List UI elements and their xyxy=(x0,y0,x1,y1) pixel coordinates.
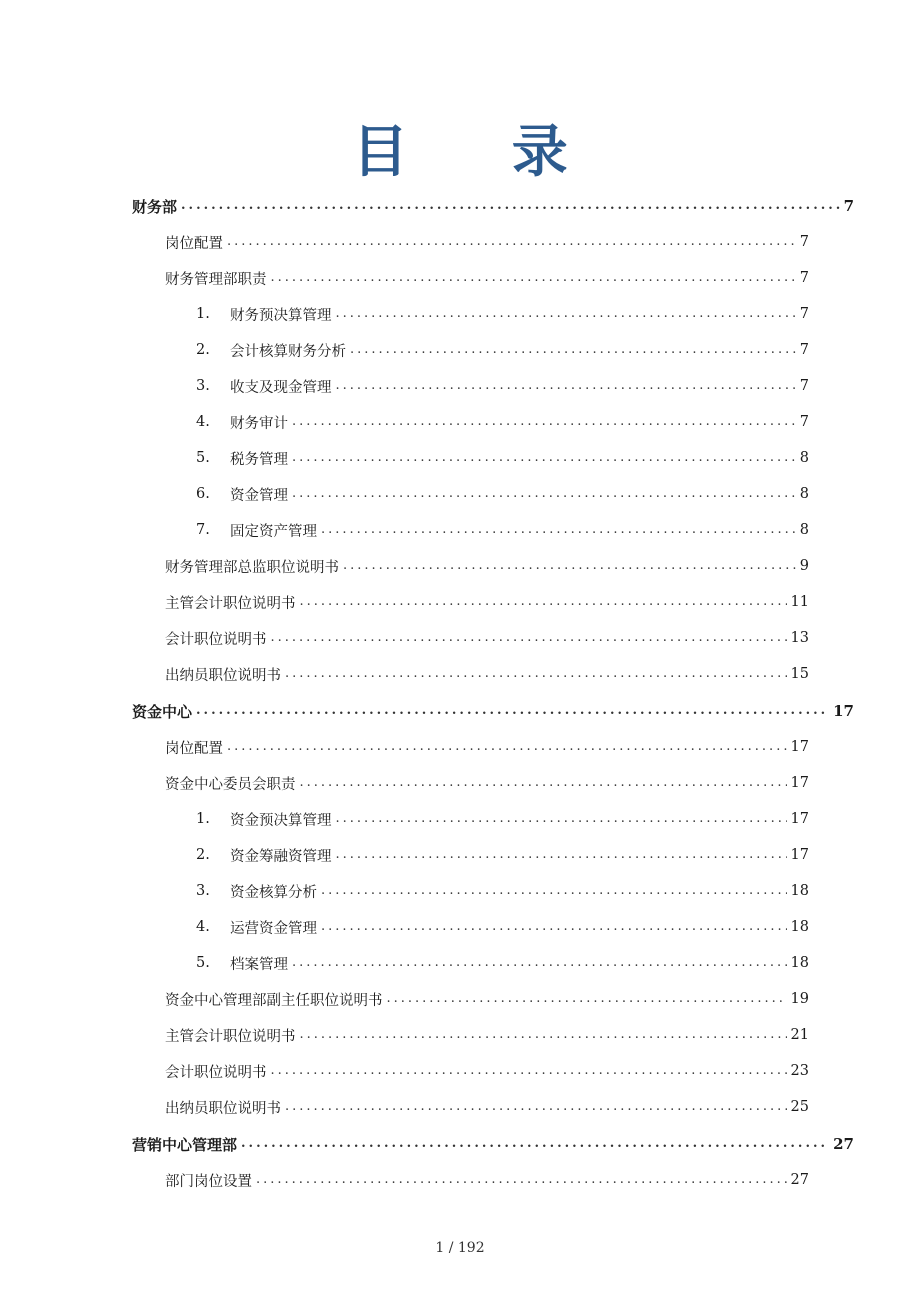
toc-entry-level3[interactable] xyxy=(196,512,809,548)
toc-page-number: 17 xyxy=(790,775,809,791)
toc-page-number: 7 xyxy=(799,306,809,322)
toc-entry-level2[interactable] xyxy=(165,224,809,260)
toc-leader-dots xyxy=(387,981,787,1017)
toc-label: 资金中心管理部副主任职位说明书 xyxy=(165,992,383,1009)
toc-page-number: 18 xyxy=(790,919,809,935)
toc-leader-dots xyxy=(292,476,796,512)
toc-label: 出纳员职位说明书 xyxy=(165,1100,281,1117)
toc-page-number: 8 xyxy=(799,450,809,466)
toc-label: 固定资产管理 xyxy=(230,523,317,540)
toc-label: 资金中心委员会职责 xyxy=(165,776,296,793)
toc-label: 财务管理部总监职位说明书 xyxy=(165,559,339,576)
toc-entry-level1[interactable] xyxy=(132,1126,854,1162)
toc-entry-level2[interactable] xyxy=(165,765,809,801)
toc-leader-dots xyxy=(336,837,787,873)
toc-page-number: 25 xyxy=(790,1099,809,1115)
toc-entry-level3[interactable] xyxy=(196,296,809,332)
toc-label: 档案管理 xyxy=(230,956,288,973)
toc-label: 收支及现金管理 xyxy=(230,379,332,396)
toc-page-number: 13 xyxy=(790,630,809,646)
toc-entry-level3[interactable] xyxy=(196,332,809,368)
toc-label: 资金预决算管理 xyxy=(230,812,332,829)
toc-entry-level3[interactable] xyxy=(196,801,809,837)
toc-page-number: 15 xyxy=(790,666,809,682)
toc-label: 财务预决算管理 xyxy=(230,307,332,324)
toc-entry-level3[interactable] xyxy=(196,945,809,981)
toc-entry-level2[interactable] xyxy=(165,1017,809,1053)
toc-leader-dots xyxy=(321,512,796,548)
toc-page-number: 27 xyxy=(833,1135,854,1153)
toc-leader-dots xyxy=(196,693,829,729)
toc-entry-level2[interactable] xyxy=(165,1089,809,1125)
toc-entry-level3[interactable] xyxy=(196,873,809,909)
toc-page-number: 18 xyxy=(790,955,809,971)
toc-label: 会计职位说明书 xyxy=(165,631,267,648)
toc-entry-level3[interactable] xyxy=(196,476,809,512)
toc-label: 运营资金管理 xyxy=(230,920,317,937)
toc-entry-level2[interactable] xyxy=(165,729,809,765)
toc-page-number: 17 xyxy=(833,702,854,720)
toc-leader-dots xyxy=(300,765,787,801)
toc-label: 税务管理 xyxy=(230,451,288,468)
toc-item-number: 5. xyxy=(196,450,210,466)
toc-label: 财务审计 xyxy=(230,415,288,432)
toc-entry-level3[interactable] xyxy=(196,368,809,404)
toc-entry-level2[interactable] xyxy=(165,1053,809,1089)
toc-label: 岗位配置 xyxy=(165,235,223,252)
toc-page-number: 23 xyxy=(790,1063,809,1079)
toc-leader-dots xyxy=(285,1089,787,1125)
toc-leader-dots xyxy=(343,548,796,584)
toc-entry-level1[interactable] xyxy=(132,693,854,729)
toc-leader-dots xyxy=(292,440,796,476)
toc-label: 营销中心管理部 xyxy=(132,1135,238,1154)
toc-page-number: 7 xyxy=(799,378,809,394)
toc-leader-dots xyxy=(256,1162,787,1198)
toc-leader-dots xyxy=(321,873,787,909)
toc-entry-level3[interactable] xyxy=(196,837,809,873)
toc-leader-dots xyxy=(336,801,787,837)
toc-entry-level2[interactable] xyxy=(165,548,809,584)
toc-label: 财务部 xyxy=(132,197,178,216)
toc-item-number: 2. xyxy=(196,342,210,358)
toc-label: 主管会计职位说明书 xyxy=(165,595,296,612)
toc-page-number: 19 xyxy=(790,991,809,1007)
toc-label: 资金中心 xyxy=(132,702,193,721)
toc-leader-dots xyxy=(271,1053,787,1089)
toc-page-number: 7 xyxy=(799,342,809,358)
toc-label: 出纳员职位说明书 xyxy=(165,667,281,684)
toc-entry-level2[interactable] xyxy=(165,656,809,692)
toc-leader-dots xyxy=(285,656,787,692)
toc-label: 主管会计职位说明书 xyxy=(165,1028,296,1045)
toc-page-number: 7 xyxy=(799,414,809,430)
toc-leader-dots xyxy=(336,368,796,404)
toc-leader-dots xyxy=(350,332,796,368)
toc-item-number: 2. xyxy=(196,847,210,863)
toc-entry-level2[interactable] xyxy=(165,620,809,656)
toc-entry-level2[interactable] xyxy=(165,1162,809,1198)
toc-item-number: 6. xyxy=(196,486,210,502)
toc-leader-dots xyxy=(227,224,796,260)
toc-label: 岗位配置 xyxy=(165,740,223,757)
toc-leader-dots xyxy=(300,584,787,620)
toc-leader-dots xyxy=(292,945,787,981)
toc-page-number: 27 xyxy=(790,1172,809,1188)
toc-page-number: 21 xyxy=(790,1027,809,1043)
toc-item-number: 3. xyxy=(196,883,210,899)
toc-item-number: 3. xyxy=(196,378,210,394)
toc-page-number: 17 xyxy=(790,811,809,827)
toc-item-number: 1. xyxy=(196,811,210,827)
toc-page-number: 7 xyxy=(799,234,809,250)
toc-page-number: 11 xyxy=(790,594,809,610)
toc-entry-level3[interactable] xyxy=(196,909,809,945)
toc-item-number: 7. xyxy=(196,522,210,538)
toc-item-number: 4. xyxy=(196,919,210,935)
toc-page-number: 7 xyxy=(799,270,809,286)
toc-entry-level2[interactable] xyxy=(165,584,809,620)
toc-label: 会计核算财务分析 xyxy=(230,343,346,360)
toc-leader-dots xyxy=(300,1017,787,1053)
toc-leader-dots xyxy=(181,188,840,224)
toc-label: 会计职位说明书 xyxy=(165,1064,267,1081)
toc-leader-dots xyxy=(271,260,796,296)
toc-page-number: 17 xyxy=(790,847,809,863)
toc-item-number: 4. xyxy=(196,414,210,430)
toc-label: 资金管理 xyxy=(230,487,288,504)
page-footer-number: 1 / 192 xyxy=(435,1240,485,1256)
toc-label: 财务管理部职责 xyxy=(165,271,267,288)
toc-entry-level2[interactable] xyxy=(165,260,809,296)
toc-page-number: 9 xyxy=(799,558,809,574)
toc-label: 资金核算分析 xyxy=(230,884,317,901)
toc-leader-dots xyxy=(336,296,796,332)
toc-title: 目 录 xyxy=(352,120,610,185)
toc-entry-level3[interactable] xyxy=(196,404,809,440)
toc-page-number: 8 xyxy=(799,486,809,502)
toc-page-number: 18 xyxy=(790,883,809,899)
toc-page-number: 7 xyxy=(843,197,854,215)
toc-entry-level3[interactable] xyxy=(196,440,809,476)
toc-leader-dots xyxy=(292,404,796,440)
toc-entry-level1[interactable] xyxy=(132,188,854,224)
toc-label: 部门岗位设置 xyxy=(165,1173,252,1190)
toc-leader-dots xyxy=(241,1126,829,1162)
toc-leader-dots xyxy=(271,620,787,656)
toc-leader-dots xyxy=(321,909,787,945)
toc-page-number: 17 xyxy=(790,739,809,755)
toc-leader-dots xyxy=(227,729,787,765)
toc-page-number: 8 xyxy=(799,522,809,538)
toc-item-number: 1. xyxy=(196,306,210,322)
toc-entry-level2[interactable] xyxy=(165,981,809,1017)
toc-item-number: 5. xyxy=(196,955,210,971)
toc-label: 资金筹融资管理 xyxy=(230,848,332,865)
